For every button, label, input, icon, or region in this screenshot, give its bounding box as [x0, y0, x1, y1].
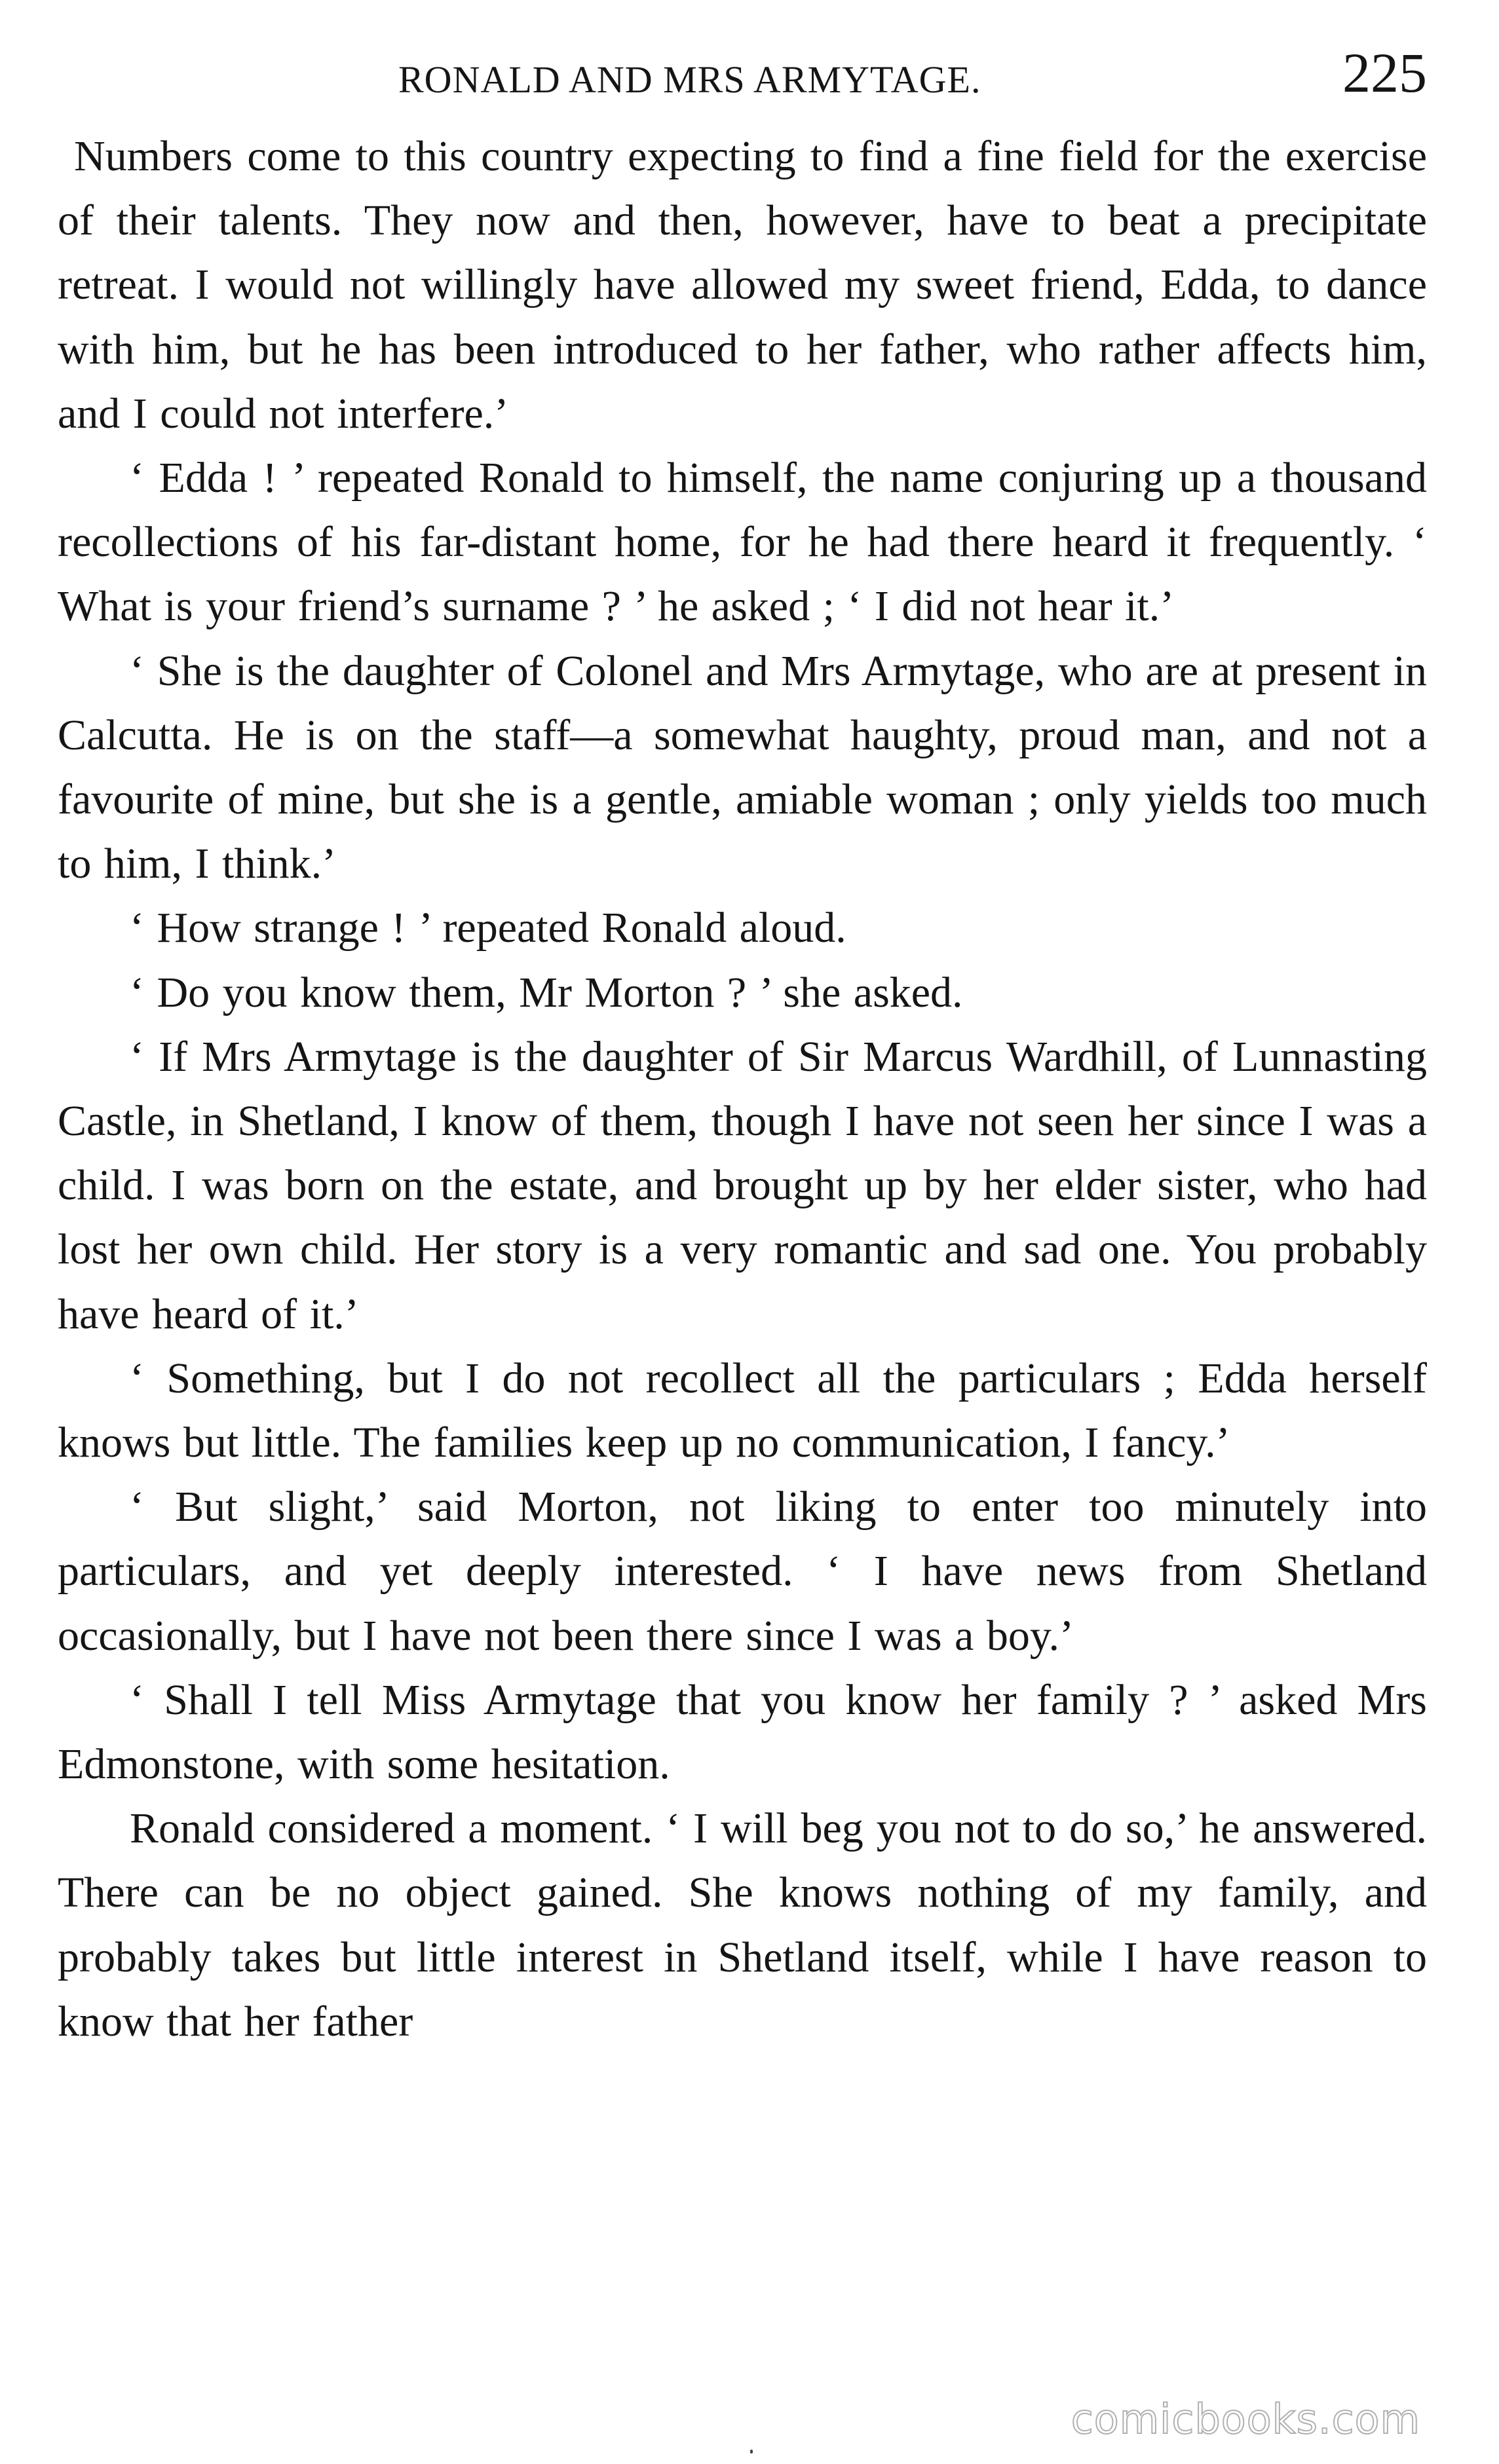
- running-title: RONALD AND MRS ARMYTAGE.: [398, 58, 981, 101]
- watermark: comicbooks.com: [1071, 2395, 1420, 2443]
- paragraph: ‘ Something, but I do not recollect all the particulars ; Edda herself knows but little. The families keep up no communication, I fancy.’: [58, 1354, 1427, 1467]
- page-number: 225: [1342, 41, 1427, 104]
- paragraph: ‘ Edda ! ’ repeated Ronald to himself, the name conjuring up a thousand recollections of his far-distant home, for he had there heard it frequently. ‘ What is your friend’s surname ? ’ he asked ; ‘ I did not hear it.’: [58, 454, 1427, 631]
- paragraph: ‘ She is the daughter of Colonel and Mrs Armytage, who are at present in Calcutta. He is on the staff—a somewhat haughty, proud man, and not a favourite of mine, but she is a gentle, amiable woman ; only yields too much to him, I think.’: [58, 646, 1427, 888]
- paragraph: Ronald considered a moment. ‘ I will beg you not to do so,’ he answered. There can be no object gained. She knows nothing of my family, and probably takes but little interest in Shetland itself, while I have reason to know that her father: [58, 1804, 1427, 2045]
- running-head: [58, 39, 1427, 124]
- paragraph: ‘ Do you know them, Mr Morton ? ’ she asked.: [130, 968, 963, 1017]
- paragraph: ‘ Shall I tell Miss Armytage that you know her family ? ’ asked Mrs Edmonstone, with some hesitation.: [58, 1675, 1427, 1789]
- body-text: [58, 124, 1427, 2054]
- paragraph: ‘ How strange ! ’ repeated Ronald aloud.: [130, 904, 846, 952]
- print-speck: [750, 2450, 753, 2454]
- paragraph: Numbers come to this country expecting to find a fine field for the exercise of their talents. They now and then, however, have to beat a precipitate retreat. I would not willingly have allowed my sweet friend, Edda, to dance with him, but he has been introduced to her father, who rather affects him, and I could not interfere.’: [58, 132, 1427, 438]
- paragraph: ‘ But slight,’ said Morton, not liking to enter too minutely into particulars, and yet deeply interested. ‘ I have news from Shetland occasionally, but I have not been there since I was a boy.’: [58, 1483, 1427, 1660]
- paragraph: ‘ If Mrs Armytage is the daughter of Sir Marcus Wardhill, of Lunnasting Castle, in Shetland, I know of them, though I have not seen her since I was a child. I was born on the estate, and brought up by her elder sister, who had lost her own child. Her story is a very romantic and sad one. You probably have heard of it.’: [58, 1032, 1427, 1338]
